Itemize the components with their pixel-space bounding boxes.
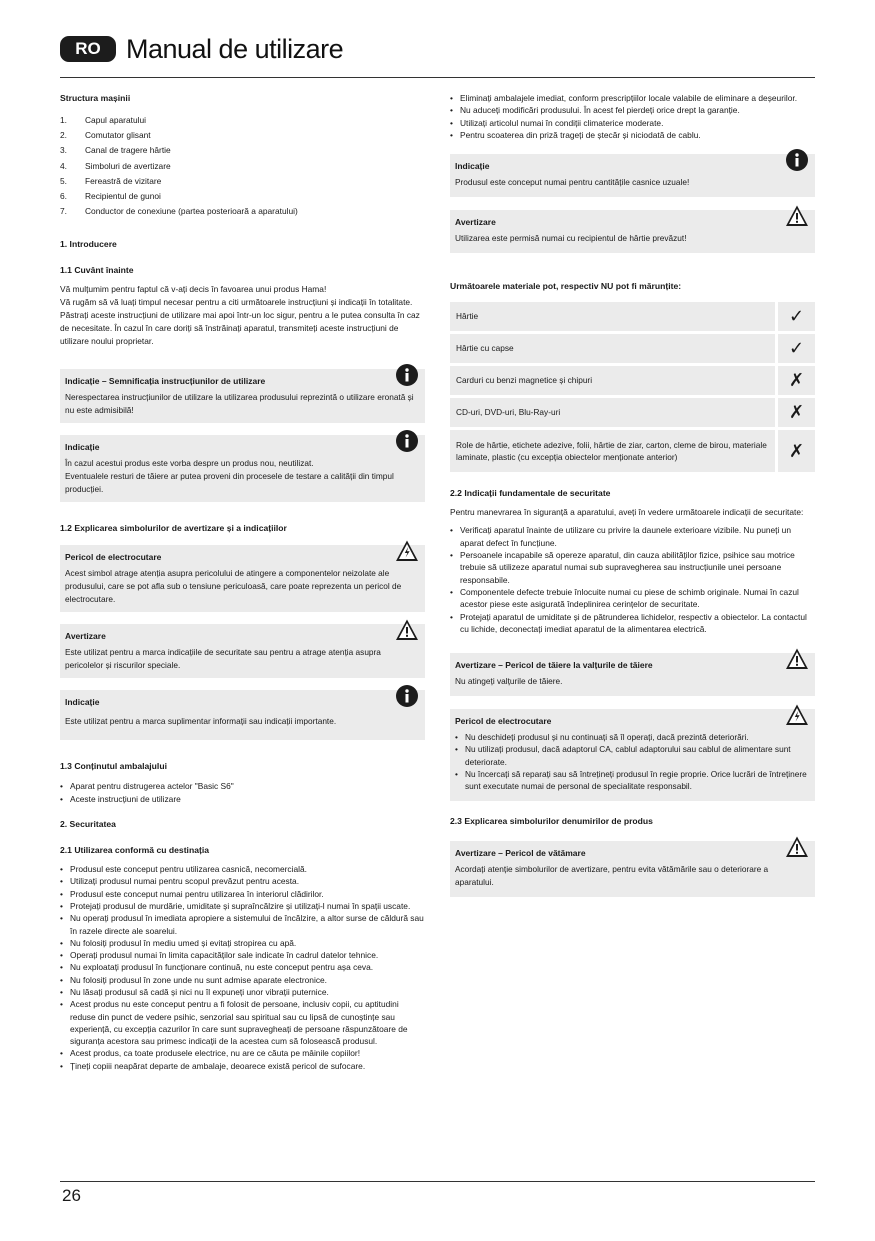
structure-heading: Structura mașinii: [60, 93, 131, 103]
info-icon: [785, 148, 809, 172]
list-item: 2. Comutator glisant: [60, 130, 151, 141]
check-mark-icon: ✓: [775, 302, 815, 331]
fundamentals-intro: Pentru manevrarea în siguranță a aparatului, aveți în vedere următoarele indicații de securitate:: [450, 507, 804, 518]
list-item: • Aparat pentru distrugerea actelor "Basic S6": [60, 780, 425, 792]
list-item: 1. Capul aparatului: [60, 115, 146, 125]
page-number: 26: [62, 1186, 81, 1205]
materials-heading: Următoarele materiale pot, respectiv NU pot fi mărunțite:: [450, 281, 682, 292]
list-item: • Produsul este conceput pentru utilizarea casnică, necomercială.: [60, 863, 425, 875]
check-mark-icon: ✓: [775, 334, 815, 363]
materials-table: [450, 299, 815, 475]
info-icon: [395, 363, 419, 387]
cross-mark-icon: ✗: [775, 430, 815, 472]
intended-use-list: [60, 863, 425, 1072]
list-item: 7. Conductor de conexiune (partea posterioară a aparatului): [60, 206, 298, 217]
warning-box-electrocution-2: Pericol de electrocutare • Nu deschideți produsul și nu continuați să îl operați, dacă prezintă deteriorări. • Nu utilizați produsul, dacă adaptorul CA, cablul adaptorului sau cablul de alimentare sunt deteriorate. • Nu încercați să reparați sau să întrețineți produsul în regie proprie. Orice lucrări de întreținere sunt executate numai de personal de specialitate responsabil.: [450, 709, 815, 800]
list-item: • Eliminați ambalajele imediat, conform prescripțiilor locale valabile de eliminare a deșeurilor.: [450, 92, 815, 104]
info-icon: [395, 429, 419, 453]
warning-icon: [395, 618, 419, 642]
warning-icon: [785, 835, 809, 859]
list-item: • Verificați aparatul înainte de utilizare cu privire la daunele exterioare vizibile. Nu puneți un aparat defect în funcțiune.: [450, 524, 815, 549]
left-column: [60, 92, 425, 1072]
cross-mark-icon: ✗: [775, 398, 815, 427]
list-item: • Nu deschideți produsul și nu continuați să îl operați, dacă prezintă deteriorări.: [455, 731, 807, 743]
list-item: • Nu folosiți produsul în zone unde nu sunt admise aparate electronice.: [60, 974, 425, 986]
list-item: • Persoanele incapabile să opereze aparatul, din cauza abilităților fizice, psihice sau motrice trebuie să utilizeze aparatul numai sub supravegherea sau instrucțiunile unei persoane responsabile.: [450, 549, 815, 586]
note-box-info: Indicație Este utilizat pentru a marca suplimentar informații sau indicații importante.: [60, 690, 425, 740]
list-item: • Protejați aparatul de umiditate și de pătrunderea lichidelor, respectiv a obiectelor. La contactul cu lichide, deconectați imediat aparatul de la alimentarea electrică.: [450, 611, 815, 636]
page-title: Manual de utilizare: [126, 34, 344, 64]
foreword-heading: 1.1 Cuvânt înainte: [60, 265, 134, 276]
warning-box-injury: Avertizare – Pericol de vătămare Acordați atenție simbolurilor de avertizare, pentru evita vătămările sau o deteriorare a aparatului.: [450, 841, 815, 897]
list-item: 6. Recipientul de gunoi: [60, 191, 161, 202]
list-item: • Nu lăsați produsul să cadă și nici nu îl expuneți unor vibrații puternice.: [60, 986, 425, 998]
list-item: • Protejați produsul de murdărie, umiditate și supraîncălzire și utilizați-l numai în spații uscate.: [60, 900, 425, 912]
list-item: • Nu folosiți produsul în mediu umed și evitați stropirea cu apă.: [60, 937, 425, 949]
package-list: [60, 780, 425, 805]
structure-list: [60, 113, 425, 219]
list-item: • Utilizați articolul numai în condiții climaterice moderate.: [450, 117, 815, 129]
intro-heading: 1. Introducere: [60, 239, 117, 250]
list-item: • Aceste instrucțiuni de utilizare: [60, 793, 425, 805]
warning-icon: [785, 204, 809, 228]
electric-warning-icon: [395, 539, 419, 563]
table-row: Carduri cu benzi magnetice și chipuri ✗: [450, 366, 815, 395]
cross-mark-icon: ✗: [775, 366, 815, 395]
disposal-list: [450, 92, 815, 141]
intended-use-heading: 2.1 Utilizarea conformă cu destinația: [60, 845, 210, 856]
page-header: [60, 30, 815, 78]
info-icon: [395, 684, 419, 708]
list-item: • Acest produs, ca toate produsele electrice, nu are ce căuta pe mâinile copiilor!: [60, 1047, 425, 1059]
symbols-heading: 1.2 Explicarea simbolurilor de avertizare și a indicațiilor: [60, 523, 287, 534]
table-row: CD-uri, DVD-uri, Blu-Ray-uri ✗: [450, 398, 815, 427]
list-item: • Acest produs nu este conceput pentru a fi folosit de persoane, inclusiv copii, cu aptitudini reduse din punct de vedere psihic, senzorial sau spiritual sau cu lipsă de cunoștințe sau experiență, cu excepția cazurilor în care sunt supravegheați de persoane răspunzătoare de siguranța acestora sau primesc indicații de la acestea cum să folosească produsul.: [60, 998, 425, 1047]
right-column: [450, 92, 815, 897]
foreword-text: Vă mulțumim pentru faptul că v-ați decis în favoarea unui produs Hama! Vă rugăm să vă luați timpul necesar pentru a citi următoarele instrucțiuni și indicații în totalitate. Păstrați aceste instrucțiuni de utilizare mai apoi într-un loc sigur, pentru a le putea consulta în caz de necesitate. În cazul în care doriți să înstrăinați aparatul, transmiteți aceste instrucțiuni de utilizare noului proprietar.: [60, 284, 420, 347]
electric-warning-icon: [785, 703, 809, 727]
note-box-household: Indicație Produsul este conceput numai pentru cantitățile casnice uzuale!: [450, 154, 815, 197]
list-item: 4. Simboluri de avertizare: [60, 160, 171, 171]
list-item: • Pentru scoaterea din priză trageți de ștecăr și niciodată de cablu.: [450, 129, 815, 141]
list-item: • Produsul este conceput numai pentru utilizarea în interiorul clădirilor.: [60, 888, 425, 900]
fundamentals-list: [450, 524, 815, 635]
fundamentals-heading: 2.2 Indicații fundamentale de securitate: [450, 488, 611, 499]
table-row: Role de hârtie, etichete adezive, folii, hârtie de ziar, carton, cleme de birou, materiale laminate, plastic (cu excepția obiectelor menționate anterior) ✗: [450, 430, 815, 472]
list-item: • Nu aduceți modificări produsului. În acest fel pierdeți orice drept la garanție.: [450, 104, 815, 116]
product-symbols-heading: 2.3 Explicarea simbolurilor denumirilor de produs: [450, 815, 653, 826]
list-item: • Nu exploatați produsul în funcționare continuă, nu este conceput pentru așa ceva.: [60, 961, 425, 973]
list-item: • Țineți copiii neapărat departe de ambalaje, deoarece există pericol de sufocare.: [60, 1060, 425, 1072]
warning-box-electrocution: Pericol de electrocutare Acest simbol atrage atenția asupra pericolului de atingere a componentelor neizolate ale produsului, care se pot afla sub o tensiune periculoasă, care poate reprezenta un pericol de electrocutare.: [60, 545, 425, 612]
note-box-new-product: Indicație În cazul acestui produs este vorba despre un produs nou, neutilizat. Eventualele resturi de tăiere ar putea proveni din procesele de testare a calității din timpul producției.: [60, 435, 425, 502]
list-item: • Nu operați produsul în imediata apropiere a sistemului de încălzire, a altor surse de căldură sau în razele directe ale soarelui.: [60, 912, 425, 937]
list-item: • Utilizați produsul numai pentru scopul prevăzut pentru acesta.: [60, 875, 425, 887]
electrocution-list: [455, 731, 807, 792]
note-box-instructions: Indicație – Semnificația instrucțiunilor de utilizare Nerespectarea instrucțiunilor de utilizare la utilizarea produsului reprezintă o utilizare eronată și nu este admisibilă!: [60, 369, 425, 423]
table-row: Hârtie ✓: [450, 302, 815, 331]
list-item: • Nu încercați să reparați sau să întrețineți produsul în regie proprie. Orice lucrări de întreținere sunt executate numai de personal de specialitate responsabil.: [455, 768, 807, 793]
warning-box-container: Avertizare Utilizarea este permisă numai cu recipientul de hârtie prevăzut!: [450, 210, 815, 253]
safety-heading: 2. Securitatea: [60, 819, 116, 830]
list-item: 3. Canal de tragere hârtie: [60, 145, 171, 156]
list-item: 5. Fereastră de vizitare: [60, 175, 162, 186]
list-item: • Operați produsul numai în limita capacităților sale indicate în cadrul datelor tehnice.: [60, 949, 425, 961]
warning-box-cutting: Avertizare – Pericol de tăiere la valțurile de tăiere Nu atingeți valțurile de tăiere.: [450, 653, 815, 696]
warning-box-general: Avertizare Este utilizat pentru a marca indicațiile de securitate sau pentru a atrage atenția asupra pericolelor și riscurilor speciale.: [60, 624, 425, 678]
language-badge: RO: [60, 36, 116, 62]
package-heading: 1.3 Conținutul ambalajului: [60, 761, 167, 772]
page-footer: [60, 1181, 815, 1205]
warning-icon: [785, 647, 809, 671]
table-row: Hârtie cu capse ✓: [450, 334, 815, 363]
list-item: • Nu utilizați produsul, dacă adaptorul CA, cablul adaptorului sau cablul de alimentare sunt deteriorate.: [455, 743, 807, 768]
list-item: • Componentele defecte trebuie înlocuite numai cu piese de schimb originale. Numai în cazul acestor piese este asigurată îndeplinirea cerințelor de securitate.: [450, 586, 815, 611]
